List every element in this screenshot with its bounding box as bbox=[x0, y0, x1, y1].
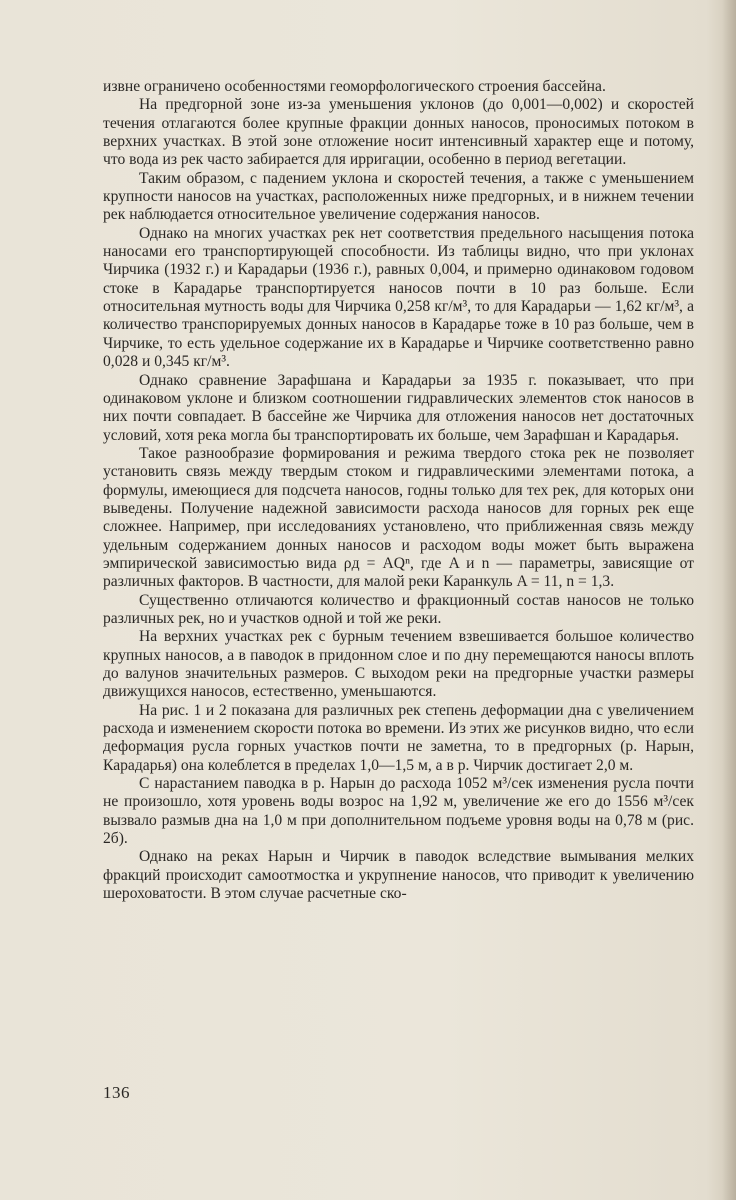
paragraph: Однако на реках Нарын и Чирчик в паводок вследствие вымывания мелких фракций происходит самоотмостка и укрупнение наносов, что приводит к увеличению шероховатости. В этом случае расчетные ско- bbox=[103, 848, 694, 903]
paragraph: На рис. 1 и 2 показана для различных рек степень деформации дна с увеличением расхода и изменением скорости потока во времени. Из этих же рисунков видно, что если деформация русла горных участков почти не заметна, то в предгорных (р. Нарын, Карадарья) она колеблется в пределах 1,0—1,5 м, а в р. Чирчик достигает 2,0 м. bbox=[103, 701, 694, 774]
paragraph: Существенно отличаются количество и фракционный состав наносов не только различных рек, но и участков одной и той же реки. bbox=[103, 591, 694, 627]
paragraph: Такое разнообразие формирования и режима твердого стока рек не позволяет установить связь между твердым стоком и гидравлическими элементами потока, а формулы, имеющиеся для подсчета наносов, годны только для тех рек, для которых они выведены. Получение надежной зависимости расхода наносов для горных рек еще сложнее. Например, при исследованиях установлено, что приближенная связь между удельным содержанием донных наносов и расходом воды может быть выражена эмпирической зависимостью вида ρд = AQⁿ, где A и n — параметры, зависящие от различных факторов. В частности, для малой реки Каранкуль A = 11, n = 1,3. bbox=[103, 444, 694, 591]
paragraph: Таким образом, с падением уклона и скоростей течения, а также с уменьшением крупности наносов на участках, расположенных ниже предгорных, и в нижнем течении рек наблюдается относительное увеличение содержания наносов. bbox=[103, 169, 694, 224]
paragraph: Однако на многих участках рек нет соответствия предельного насыщения потока наносами его транспортирующей способности. Из таблицы видно, что при уклонах Чирчика (1932 г.) и Карадарьи (1936 г.), равных 0,004, и примерно одинаковом годовом стоке в Карадарье транспортируется наносов почти в 10 раз больше. Если относительная мутность воды для Чирчика 0,258 кг/м³, то для Карадарьи — 1,62 кг/м³, а количество транспорируемых донных наносов в Карадарье тоже в 10 раз больше, чем в Чирчике, то есть удельное содержание их в Карадарье и Чирчике соответственно равно 0,028 и 0,345 кг/м³. bbox=[103, 224, 694, 371]
paragraph: На предгорной зоне из-за уменьшения уклонов (до 0,001—0,002) и скоростей течения отлагаются более крупные фракции донных наносов, проносимых потоком в верхних участках. В этой зоне отложение носит интенсивный характер еще и потому, что вода из рек часто забирается для ирригации, особенно в период вегетации. bbox=[103, 96, 694, 169]
paragraph: С нарастанием паводка в р. Нарын до расхода 1052 м³/сек изменения русла почти не произошло, хотя уровень воды возрос на 1,92 м, увеличение же его до 1556 м³/сек вызвало размыв дна на 1,0 м при дополнительном подъеме уровня воды на 0,78 м (рис. 2б). bbox=[103, 775, 694, 848]
page-number: 136 bbox=[103, 1083, 130, 1102]
paragraph: На верхних участках рек с бурным течением взвешивается большое количество крупных наносов, а в паводок в придонном слое и по дну перемещаются наносы вплоть до валунов значительных размеров. С выходом реки на предгорные участки размеры движущихся наносов, естественно, уменьшаются. bbox=[103, 628, 694, 701]
page-edge-shadow bbox=[722, 0, 736, 1200]
body-text bbox=[103, 78, 694, 903]
paragraph: Однако сравнение Зарафшана и Карадарьи за 1935 г. показывает, что при одинаковом уклоне и близком соотношении гидравлических элементов сток наносов в них почти совпадает. В бассейне же Чирчика для отложения наносов нет достаточных условий, хотя река могла бы транспортировать их больше, чем Зарафшан и Карадарья. bbox=[103, 371, 694, 444]
paragraph: извне ограничено особенностями геоморфологического строения бассейна. bbox=[103, 78, 606, 95]
